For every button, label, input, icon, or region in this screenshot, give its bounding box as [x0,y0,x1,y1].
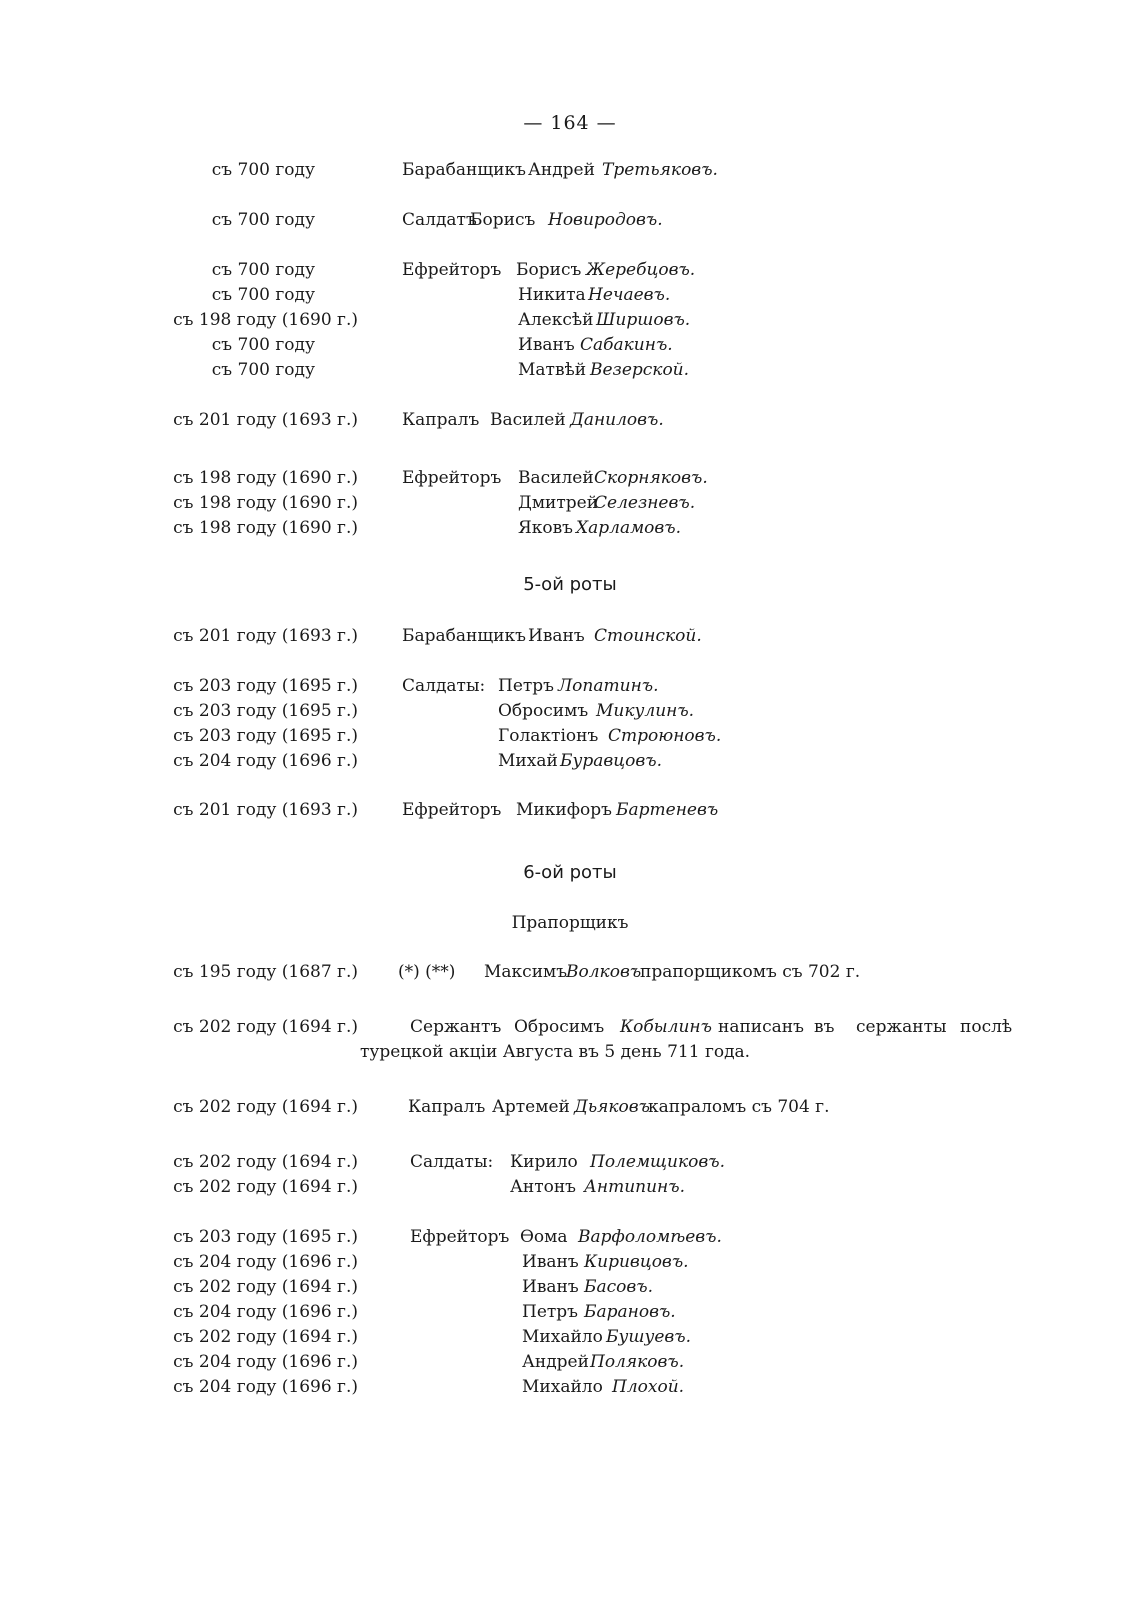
service-date: съ 204 году (1696 г.) [173,1252,358,1272]
service-date: съ 203 году (1695 г.) [173,1227,358,1247]
service-date: съ 198 году (1690 г.) [173,493,358,513]
service-date: съ 203 году (1695 г.) [173,701,358,721]
roster-entry [0,624,1140,648]
given-name: Иванъ [518,335,575,355]
surname: Плохой. [612,1377,685,1397]
roster-entry [0,960,1140,984]
roster-entry [0,408,1140,432]
roster-entry [0,1015,1140,1039]
rank: Сержантъ [410,1017,502,1037]
service-date: съ 195 году (1687 г.) [173,962,358,982]
roster-entry [0,491,1140,515]
surname: Киривцовъ. [584,1252,689,1272]
rank: Салдаты: [410,1152,494,1172]
surname: Бартеневъ [616,800,719,820]
roster-entry [0,1350,1140,1374]
service-date: съ 202 году (1694 г.) [173,1152,358,1172]
roster-entry [0,1375,1140,1399]
roster-entry [0,258,1140,282]
roster-entry [0,358,1140,382]
roster-entry [0,208,1140,232]
roster-entry [0,158,1140,182]
given-name: Андрей [522,1352,589,1372]
given-name: Петръ [522,1302,578,1322]
service-date: съ 201 году (1693 г.) [173,800,358,820]
given-name: Борисъ [516,260,582,280]
page-number: — 164 — [523,112,617,134]
surname: Стоинской. [594,626,702,646]
roster-entry [0,466,1140,490]
surname: Поляковъ. [590,1352,685,1372]
rank: Салдатъ [402,210,477,230]
rank: Салдаты: [402,676,486,696]
rank: Капралъ [408,1097,486,1117]
roster-entry [0,1225,1140,1249]
surname: Бушуевъ. [606,1327,692,1347]
given-name: Антонъ [510,1177,576,1197]
surname: Везерской. [590,360,690,380]
entry-note: капраломъ съ 704 г. [648,1097,830,1117]
service-date: съ 204 году (1696 г.) [173,751,358,771]
surname: Дьяковъ [574,1097,650,1117]
surname: Нечаевъ. [588,285,671,305]
service-date: съ 203 году (1695 г.) [173,676,358,696]
surname: Сабакинъ. [580,335,673,355]
given-name: Микифоръ [516,800,612,820]
service-date: съ 204 году (1696 г.) [173,1377,358,1397]
roster-entry [0,1250,1140,1274]
surname: Ширшовъ. [596,310,691,330]
given-name: Никита [518,285,586,305]
service-date: съ 198 году (1690 г.) [173,518,358,538]
surname: Волковъ [566,962,642,982]
surname: Жеребцовъ. [586,260,696,280]
service-date: съ 700 году [211,160,315,180]
entry-note-word: въ [814,1017,835,1037]
service-date: съ 198 году (1690 г.) [173,468,358,488]
given-name: Андрей [528,160,595,180]
roster-entry [0,333,1140,357]
roster-entry [0,1275,1140,1299]
company-heading-5: 5-ой роты [523,574,617,595]
surname: Лопатинъ. [558,676,659,696]
given-name: Обросимъ [498,701,589,721]
entry-note-word: написанъ [718,1017,804,1037]
surname: Микулинъ. [596,701,695,721]
section-subheading: Прапорщикъ [511,913,629,933]
rank: Ефрейторъ [410,1227,510,1247]
service-date: съ 201 году (1693 г.) [173,410,358,430]
roster-entry [0,1095,1140,1119]
roster-entry [0,798,1140,822]
surname: Полемщиковъ. [590,1152,726,1172]
service-date: съ 204 году (1696 г.) [173,1302,358,1322]
surname: Скорняковъ. [594,468,708,488]
rank: Капралъ [402,410,480,430]
given-name: Яковъ [518,518,573,538]
given-name: Василей [518,468,594,488]
surname: Харламовъ. [576,518,682,538]
service-date: съ 203 году (1695 г.) [173,726,358,746]
company-heading-6: 6-ой роты [523,862,617,883]
service-date: съ 202 году (1694 г.) [173,1327,358,1347]
rank: Ефрейторъ [402,800,502,820]
service-date: съ 202 году (1694 г.) [173,1277,358,1297]
entry-note: турецкой акціи Августа въ 5 день 711 года. [360,1042,751,1062]
roster-entry [0,674,1140,698]
entry-note-word: послѣ [960,1017,1013,1037]
surname: Селезневъ. [594,493,696,513]
service-date: съ 201 году (1693 г.) [173,626,358,646]
rank: Барабанщикъ [402,626,526,646]
roster-entry [0,308,1140,332]
given-name: Михайло [522,1377,603,1397]
service-date: съ 700 году [211,260,315,280]
given-name: Ѳома [520,1227,568,1247]
roster-entry [0,1325,1140,1349]
entry-note-continuation [0,1040,1140,1064]
rank: Ефрейторъ [402,260,502,280]
service-date: съ 700 году [211,335,315,355]
surname: Буравцовъ. [560,751,662,771]
given-name: Иванъ [522,1252,579,1272]
given-name: Обросимъ [514,1017,605,1037]
surname: Новиродовъ. [548,210,663,230]
given-name: Максимъ [484,962,568,982]
service-date: съ 204 году (1696 г.) [173,1352,358,1372]
given-name: Голактіонъ [498,726,599,746]
given-name: Михай [498,751,558,771]
given-name: Дмитрей [518,493,599,513]
roster-entry [0,516,1140,540]
service-date: съ 202 году (1694 г.) [173,1177,358,1197]
entry-note: прапорщикомъ съ 702 г. [640,962,861,982]
given-name: Петръ [498,676,554,696]
roster-entry [0,1300,1140,1324]
given-name: Михайло [522,1327,603,1347]
given-name: Борисъ [470,210,536,230]
service-date: съ 198 году (1690 г.) [173,310,358,330]
surname: Басовъ. [584,1277,654,1297]
roster-entry [0,1150,1140,1174]
given-name: Алексѣй [518,310,594,330]
roster-entry [0,699,1140,723]
given-name: Матвѣй [518,360,587,380]
service-date: съ 202 году (1694 г.) [173,1097,358,1117]
rank: Ефрейторъ [402,468,502,488]
roster-entry [0,724,1140,748]
service-date: съ 700 году [211,285,315,305]
surname: Строюновъ. [608,726,722,746]
service-date: съ 202 году (1694 г.) [173,1017,358,1037]
surname: Антипинъ. [584,1177,685,1197]
given-name: Василей [490,410,566,430]
roster-entry [0,283,1140,307]
given-name: Иванъ [528,626,585,646]
roster-entry [0,749,1140,773]
service-date: съ 700 году [211,210,315,230]
footnote-marks: (*) (**) [398,962,456,982]
roster-entry [0,1175,1140,1199]
surname: Варфоломѣевъ. [578,1227,722,1247]
service-date: съ 700 году [211,360,315,380]
surname: Барановъ. [584,1302,676,1322]
entry-note-word: сержанты [856,1017,947,1037]
rank: Барабанщикъ [402,160,526,180]
given-name: Иванъ [522,1277,579,1297]
surname: Кобылинъ [620,1017,712,1037]
surname: Даниловъ. [570,410,664,430]
given-name: Артемей [492,1097,570,1117]
given-name: Кирило [510,1152,578,1172]
surname: Третьяковъ. [602,160,718,180]
